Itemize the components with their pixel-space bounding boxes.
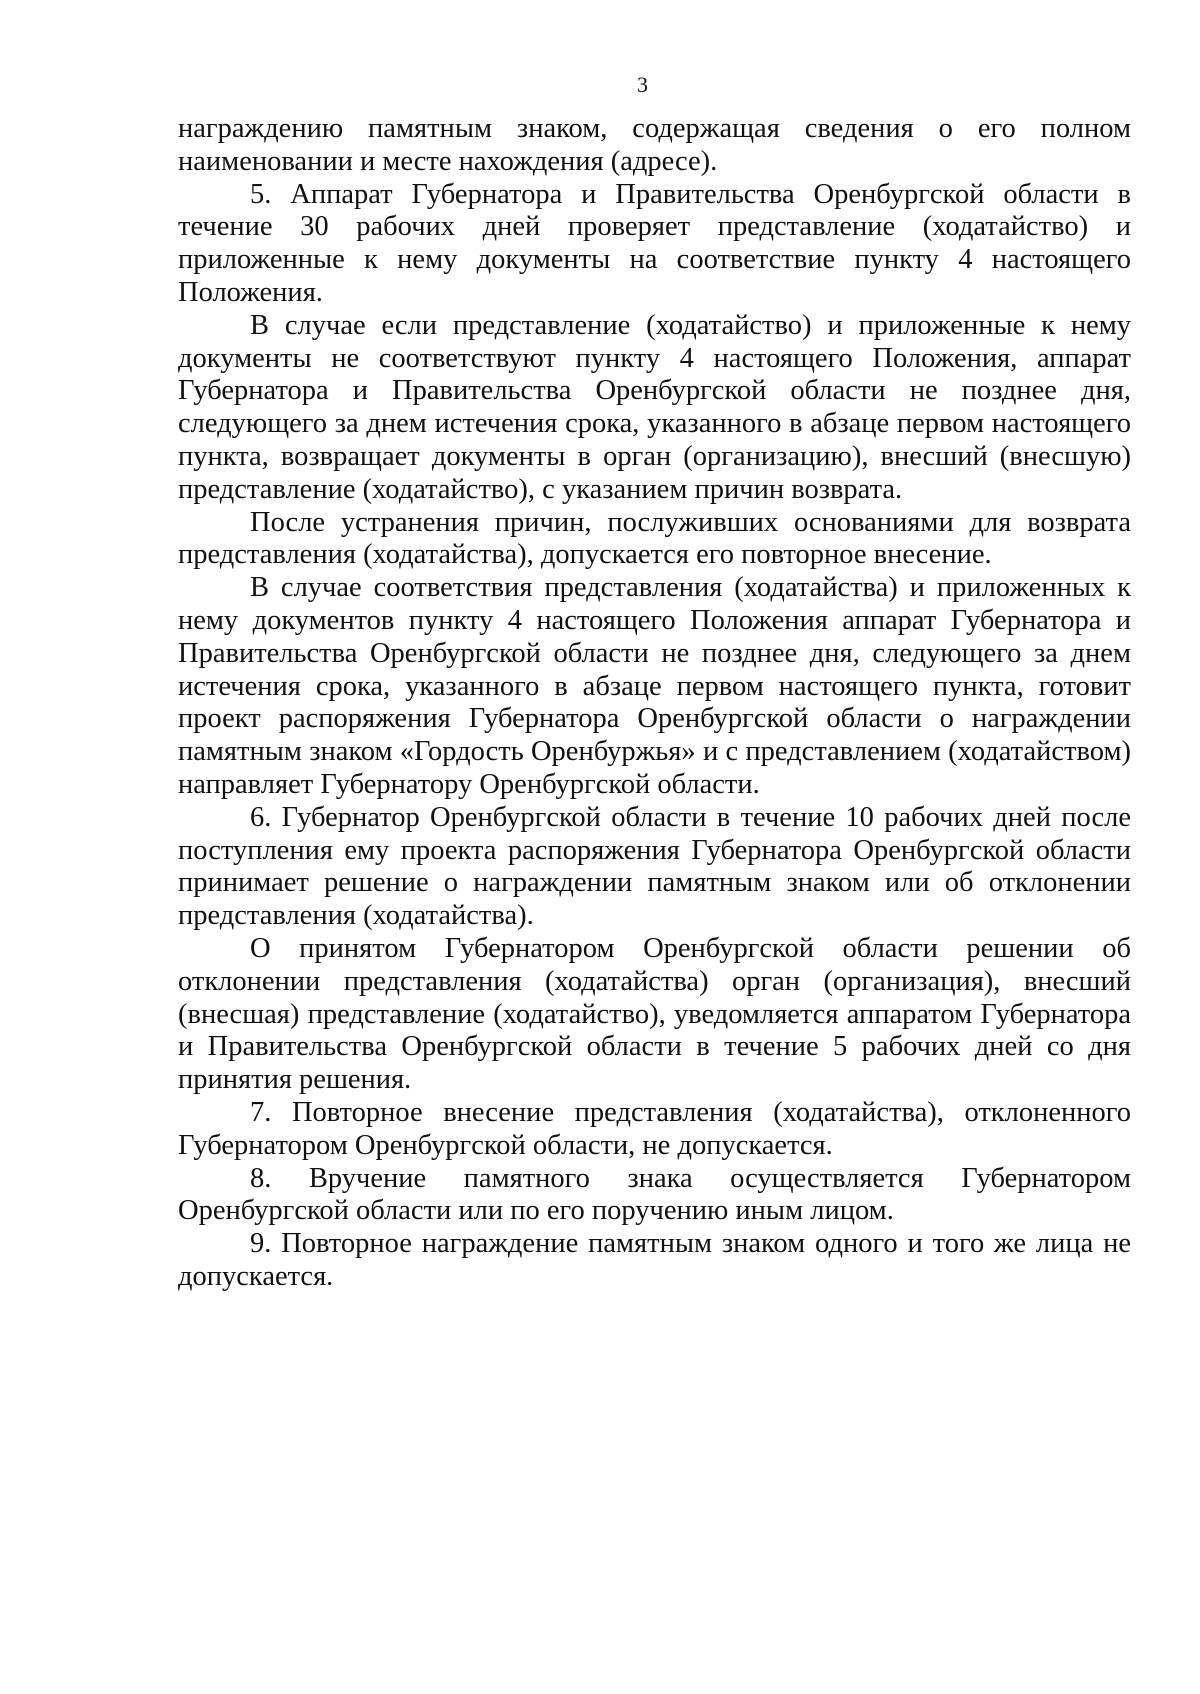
paragraph-resubmission: После устранения причин, послуживших основаниями для возврата представления (ходатайства), допускается его повторное внесение. (178, 506, 1131, 571)
paragraph-item-6: 6. Губернатор Оренбургской области в течение 10 рабочих дней после поступления ему проекта распоряжения Губернатора Оренбургской области принимает решение о награждении памятным знаком или об отклонении представления (ходатайства). (178, 801, 1131, 932)
paragraph-continuation: награждению памятным знаком, содержащая сведения о его полном наименовании и месте нахождения (адресе). (178, 113, 1131, 177)
paragraph-compliance: В случае соответствия представления (ходатайства) и приложенных к нему документов пункту 4 настоящего Положения аппарат Губернатора и Правительства Оренбургской области не позднее дня, следующего за днем истечения срока, указанного в абзаце первом настоящего пункта, готовит проект распоряжения Губернатора Оренбургской области о награждении памятным знаком «Гордость Оренбуржья» и с представлением (ходатайством) направляет Губернатору Оренбургской области. (178, 572, 1131, 800)
paragraph-noncompliance: В случае если представление (ходатайство) и приложенные к нему документы не соответствуют пункту 4 настоящего Положения, аппарат Губернатора и Правительства Оренбургской области не позднее дня, следующего за днем истечения срока, указанного в абзаце первом настоящего пункта, возвращает документы в орган (организацию), внесший (внесшую) представление (ходатайство), с указанием причин возврата. (178, 309, 1131, 505)
paragraph-item-7: 7. Повторное внесение представления (ходатайства), отклоненного Губернатором Оренбургской области, не допускается. (178, 1096, 1131, 1161)
document-body (178, 113, 1131, 1294)
paragraph-rejection-notice: О принятом Губернатором Оренбургской области решении об отклонении представления (ходатайства) орган (организация), внесший (внесшая) представление (ходатайство), уведомляется аппаратом Губернатора и Правительства Оренбургской области в течение 5 рабочих дней со дня принятия решения. (178, 932, 1131, 1096)
paragraph-item-5: 5. Аппарат Губернатора и Правительства Оренбургской области в течение 30 рабочих дней проверяет представление (ходатайство) и приложенные к нему документы на соответствие пункту 4 настоящего Положения. (178, 178, 1131, 308)
paragraph-item-9: 9. Повторное награждение памятным знаком одного и того же лица не допускается. (178, 1228, 1131, 1292)
page-number: 3 (637, 72, 648, 97)
paragraph-item-8: 8. Вручение памятного знака осуществляется Губернатором Оренбургской области или по его поручению иным лицом. (178, 1162, 1131, 1227)
